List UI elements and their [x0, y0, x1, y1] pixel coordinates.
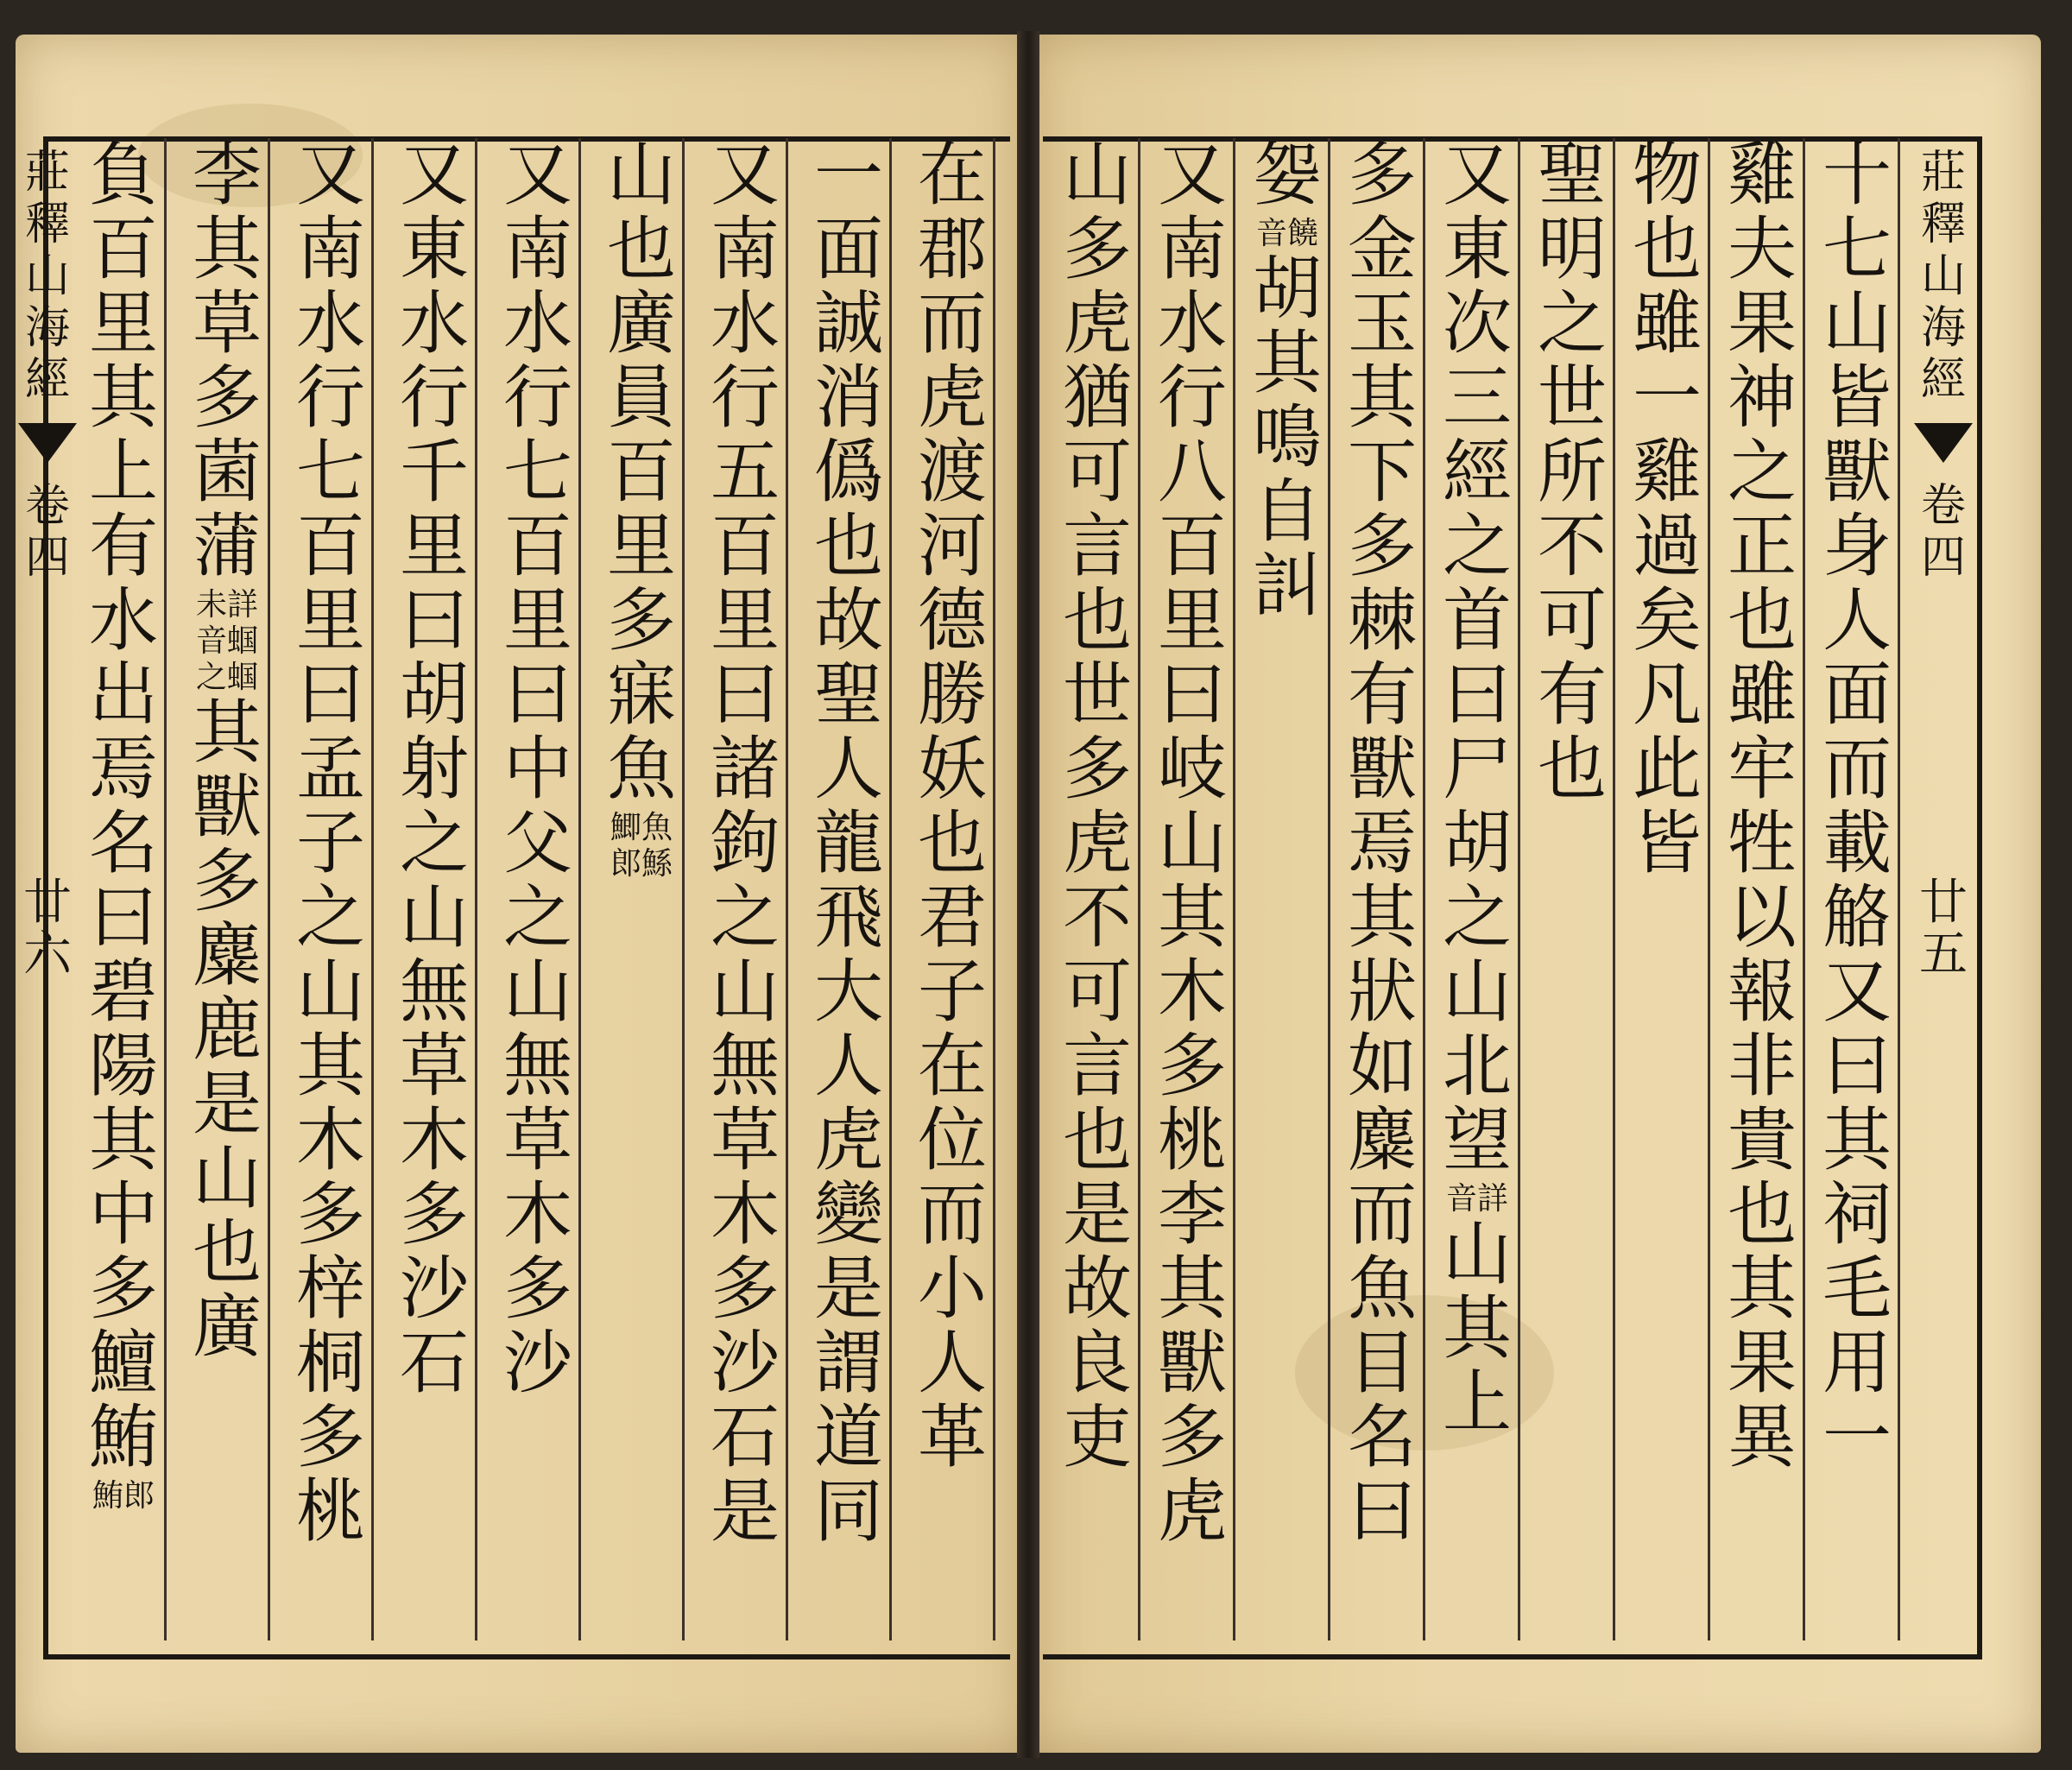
text-column: 雞夫果神之正也雖牢牲以報非貴也其果異	[1721, 138, 1805, 1640]
text-column: 又南水行七百里曰中父之山無草木多沙	[497, 138, 581, 1640]
annotation: 鯽魚郎鯀	[610, 810, 673, 882]
text-column: 又南水行五百里曰諸鉤之山無草木多沙石是	[704, 138, 788, 1640]
annotation: 鮪郎	[92, 1478, 155, 1514]
left-banxin	[17, 138, 78, 1640]
text-column: 十七山皆獸身人面而載觡又曰其祠毛用一	[1816, 138, 1900, 1640]
text-column: 又南水行八百里曰岐山其木多桃李其獸多虎	[1152, 138, 1235, 1640]
juan-label: 卷四	[24, 480, 70, 584]
text-column: 物也雖一雞過矣凡此皆	[1627, 138, 1710, 1640]
text-column: 聖明之世所不可有也	[1532, 138, 1615, 1640]
fishtail-mark	[18, 423, 77, 463]
text-column: 又南水行七百里曰孟子之山其木多梓桐多桃	[290, 138, 374, 1640]
text-column: 多金玉其下多棘有獸焉其狀如麋而魚目名曰	[1342, 138, 1425, 1640]
folio-number: 廿五	[1919, 875, 1968, 983]
book-gutter	[1017, 31, 1039, 1758]
text-column: 山多虎猶可言也世多虎不可言也是故良吏	[1057, 138, 1140, 1640]
juan-label: 卷四	[1920, 480, 1966, 584]
text-column: 又東水行千里曰胡射之山無草木多沙石	[394, 138, 477, 1640]
text-column: 山也廣員百里多寐魚 鯽魚郎鯀	[601, 138, 685, 1640]
text-column: 又東次三經之首曰尸胡之山北望 音詳 山其上	[1437, 138, 1520, 1640]
annotation: 音詳	[1445, 1181, 1508, 1217]
text-column: 負百里其上有水出焉名曰碧陽其中多鱣鮪 鮪郎	[83, 138, 167, 1640]
annotation: 未詳音蝈之蝈	[195, 587, 258, 695]
right-banxin	[1913, 138, 1974, 1640]
book-title: 莊釋山海經	[1920, 147, 1966, 406]
text-column: 李其草多菌蒲 未詳音蝈之蝈 其獸多麋鹿是山也廣	[186, 138, 270, 1640]
text-column: 一面誠消僞也故聖人龍飛大人虎變是謂道同	[808, 138, 892, 1640]
fishtail-mark	[1914, 423, 1973, 463]
annotation: 音饒	[1255, 216, 1318, 251]
book-title: 莊釋山海經	[24, 147, 70, 406]
text-column: 妴 音饒 胡其鳴自訆	[1247, 138, 1330, 1640]
text-column: 在郡而虎渡河德勝妖也君子在位而小人革	[912, 138, 995, 1640]
folio-number: 廿六	[23, 875, 72, 983]
